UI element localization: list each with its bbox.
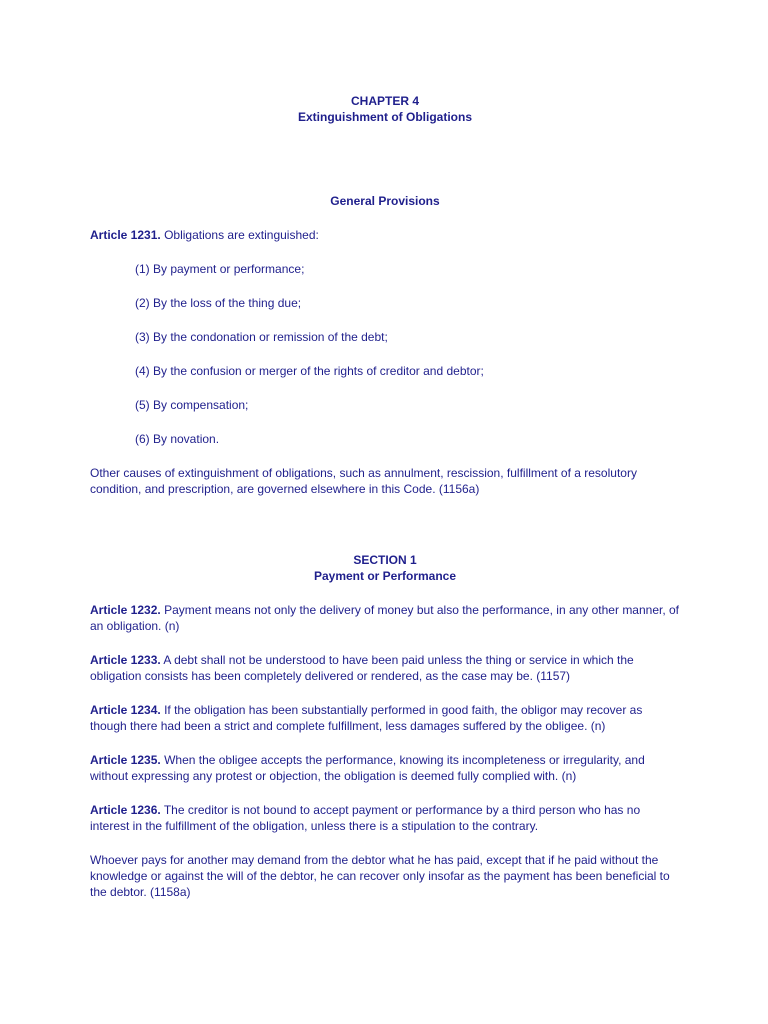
article-1234 <box>90 702 680 734</box>
list-item: (4) By the confusion or merger of the rights of creditor and debtor; <box>135 364 484 378</box>
list-item: (1) By payment or performance; <box>135 262 305 276</box>
section-label: SECTION 1 <box>353 553 417 567</box>
list-item: (2) By the loss of the thing due; <box>135 296 302 310</box>
list-item: (5) By compensation; <box>135 398 249 412</box>
article-label: Article 1231. <box>90 228 161 242</box>
list-item: (6) By novation. <box>135 432 220 446</box>
section-heading <box>90 552 680 584</box>
chapter-heading <box>90 93 680 125</box>
general-provisions-heading: General Provisions <box>330 194 440 208</box>
article-text: Payment means not only the delivery of money but also the performance, in any other manner, of an obligation. (n) <box>90 603 680 633</box>
whoever-pays-paragraph: Whoever pays for another may demand from the debtor what he has paid, except that if he paid without the knowledge or against the will of the debtor, he can recover only insofar as the payment has been beneficial to the debtor. (1158a) <box>90 853 670 899</box>
other-causes-paragraph: Other causes of extinguishment of obligations, such as annulment, rescission, fulfillment of a resolutory condition, and prescription, are governed elsewhere in this Code. (1156a) <box>90 466 637 496</box>
article-1236 <box>90 802 680 834</box>
article-label: Article 1234. <box>90 703 161 717</box>
article-1232 <box>90 602 680 634</box>
article-label: Article 1235. <box>90 753 161 767</box>
chapter-label: CHAPTER 4 <box>350 94 419 108</box>
section-title: Payment or Performance <box>313 569 457 583</box>
article-text: If the obligation has been substantially performed in good faith, the obligor may recover as though there had been a strict and complete fulfillment, less damages suffered by the obligee. (n) <box>90 703 643 733</box>
article-label: Article 1232. <box>90 603 161 617</box>
chapter-title: Extinguishment of Obligations <box>298 110 472 124</box>
article-1235 <box>90 752 680 784</box>
article-text: A debt shall not be understood to have been paid unless the thing or service in which the obligation consists has been completely delivered or rendered, as the case may be. (1157) <box>90 653 634 683</box>
article-text: The creditor is not bound to accept payment or performance by a third person who has no interest in the fulfillment of the obligation, unless there is a stipulation to the contrary. <box>90 803 641 833</box>
list-item: (3) By the condonation or remission of the debt; <box>135 330 388 344</box>
article-1231 <box>90 227 680 243</box>
article-label: Article 1236. <box>90 803 161 817</box>
article-label: Article 1233. <box>90 653 161 667</box>
article-1233 <box>90 652 680 684</box>
article-text: When the obligee accepts the performance, knowing its incompleteness or irregularity, and without expressing any protest or objection, the obligation is deemed fully complied with. (n) <box>90 753 645 783</box>
document-page <box>90 93 680 900</box>
article-text: Obligations are extinguished: <box>164 228 319 242</box>
